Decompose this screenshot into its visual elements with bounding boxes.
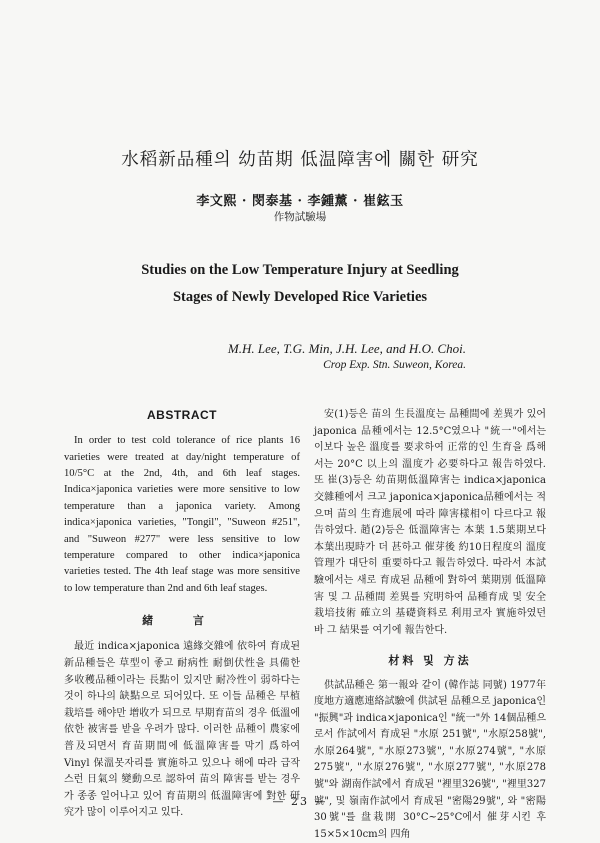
methods-heading: 材料 및 方法: [388, 654, 472, 668]
paper-title-korean: 水稻新品種의 幼苗期 低温障害에 關한 研究: [121, 150, 479, 170]
methods-text: 供試品種은 第一報와 같이 (韓作誌 同號) 1977年度地方適應連絡試驗에 供試된 品種으로 japonica인 "振興"과 indica×japonica인 "統一"外 14個品種으로서 作試에서 育成된 "水原 251號", "水原258號", 水原264號", "水原273號", "水原274號", "水原275號", "水原276號", "水原277號", "水原278號"와 湖南作試에서 育成된 "裡里326號", "裡里327號", 및 嶺南作試에서 育成된 "密陽29號", 와 "密陽30號"를 盘栽開 30°C~25°C에서 催芽시킨 후 15×5×10cm의 四角: [314, 679, 546, 840]
left-column: [64, 407, 300, 822]
introduction-text: 最近 indica×japonica 遠緣交雜에 依하여 育成된 新品種들은 草型이 좋고 耐病性 耐倒伏性을 具備한 多收穫品種이라는 長點이 있지만 耐冷性이 弱하다는 것이 하나의 缺點으로 되어있다. 또 이들 品種은 早植栽培를 해야만 增收가 되므로 早期育苗의 경우 低溫에 依한 被害를 받을 우려가 많다. 이러한 品種이 農家에 普及되면서 育苗期間에 低溫障害를 막기 爲하여 Vinyl 保溫못자리를 實施하고 있으나 해에 따라 급작스런 日氣의 變動으로 認하여 苗의 障害를 받는 경우가 종종 일어나고 있어 育苗期의 低溫障害에 對한 研究가 많이 이루어지고 있다.: [64, 641, 300, 819]
paper-title-english-line2: Stages of Newly Developed Rice Varieties: [172, 289, 428, 305]
right-column: [314, 407, 546, 843]
introduction-heading: 緒 言: [142, 614, 222, 628]
abstract-heading: ABSTRACT: [147, 408, 217, 422]
page-number: — 23 —: [272, 795, 328, 808]
authors-english: M.H. Lee, T.G. Min, J.H. Lee, and H.O. Choi.: [227, 341, 466, 356]
authors-korean: 李文熙 · 閔泰基 · 李鍾薰 · 崔鉉玉: [196, 194, 404, 209]
affiliation-korean: 作物試驗場: [273, 211, 327, 223]
paper-title-english-line1: Studies on the Low Temperature Injury at Seedling: [141, 262, 459, 278]
introduction-continued-text: 安(1)등은 苗의 生長溫度는 品種間에 差異가 있어 japonica 品種에서는 12.5°C였으나 "統一"에서는 이보다 높은 溫度를 要求하여 正常的인 生育을 爲해서는 20°C 以上의 溫度가 必要하다고 報告하였다. 또 崔(3)등은 幼苗期低溫障害는 indica×japonica 交雜種에서 크고 japonica×japonica品種에서는 적으며 苗의 生育進展에 따라 障害樣相이 다르다고 報告하였다. 趙(2)등은 低溫障害는 本葉 1.5葉期보다 本葉出現時가 더 甚하고 催芽後 約10日程度의 溫度管理가 대단히 重要하다고 報告하였다. 따라서 本試驗에서는 새로 育成된 品種에 對하여 葉期別 低溫障害 및 그 品種間 差異를 究明하여 品種育成 및 安全栽培技術 確立의 基礎資料로 利用코자 實施하였던 바 그 結果를 여기에 報告한다.: [314, 409, 546, 636]
affiliation-english: Crop Exp. Stn. Suweon, Korea.: [323, 359, 466, 371]
abstract-text: In order to test cold tolerance of rice plants 16 varieties were treated at day/night temperature of 10/5°C at the 2nd, 4th, and 6th leaf stages. Indica×japonica varieties were more sensitive to low temperature than a japonica variety. Among indica×japonica varieties, "Tongil", "Suweon #251", and "Suweon #277" were less sensitive to low temperature compared to other indica×japonica varieties tested. The 4th leaf stage was more sensitive to low temperature than 2nd and 6th leaf stages.: [64, 435, 300, 594]
